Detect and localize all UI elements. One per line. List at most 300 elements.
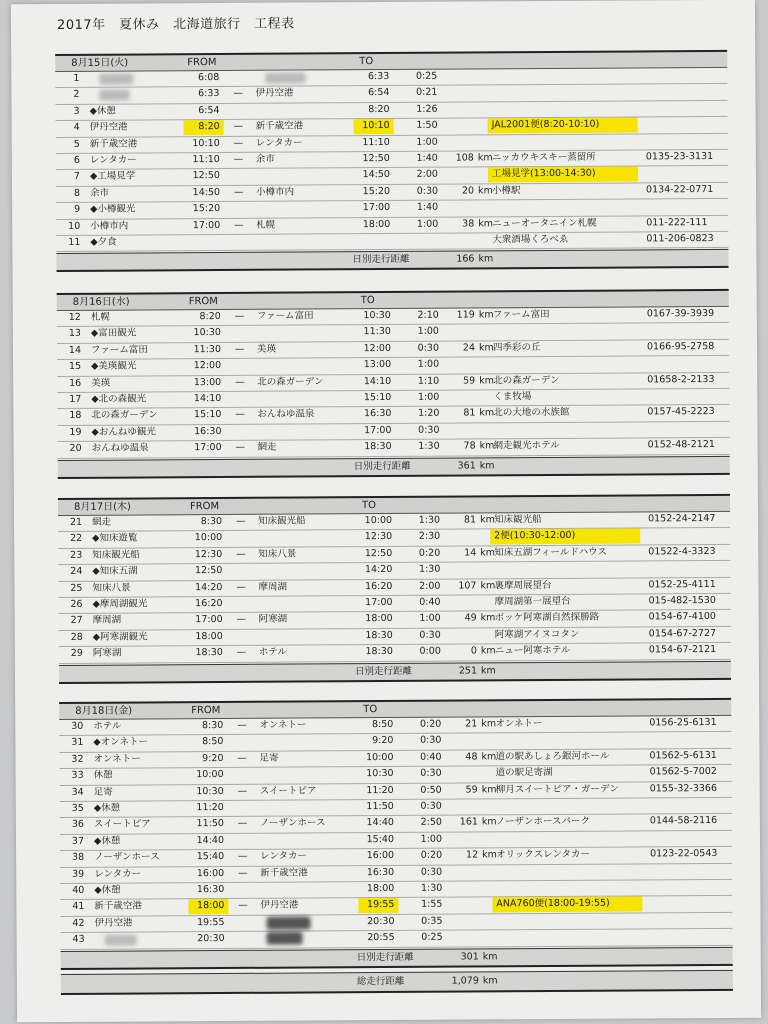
from-place: ◆北の森観光	[91, 393, 147, 405]
route-dash: —	[235, 409, 245, 421]
phone-number: 0167-39-3939	[646, 307, 715, 320]
distance-km: 49	[464, 612, 477, 624]
from-place: ◆美瑛観光	[91, 360, 137, 372]
daily-total-km: 251	[458, 665, 478, 677]
row-number: 37	[71, 835, 85, 847]
duration: 2:00	[416, 169, 438, 181]
from-time: 15:40	[196, 851, 225, 863]
duration: 1:55	[421, 899, 443, 911]
to-time: 11:50	[366, 800, 394, 813]
destination-note: 摩周湖第一展望台	[494, 595, 571, 608]
destination-note: 道の駅あしょろ銀河ホール	[495, 750, 610, 763]
to-place: 阿寒湖	[258, 613, 288, 626]
to-time: 6:33	[367, 70, 390, 83]
km-unit: km	[481, 816, 497, 828]
from-time: 6:33	[198, 88, 220, 100]
from-time: 6:54	[198, 104, 220, 116]
km-unit: km	[480, 612, 496, 624]
duration: 1:30	[418, 514, 441, 526]
row-number: 4	[73, 122, 80, 134]
destination-note: JAL2001便(8:20-10:10)	[491, 118, 600, 131]
to-time: 11:30	[363, 326, 391, 338]
to-time: 18:00	[366, 882, 395, 895]
destination-note: 道の駅足寄湖	[495, 767, 553, 779]
destination-note: 北の森ガーデン	[493, 374, 560, 386]
phone-number: 011-206-0823	[646, 232, 714, 245]
from-time: 9:20	[202, 752, 224, 764]
daily-total-km: 166	[456, 253, 475, 265]
to-time: 15:20	[362, 185, 391, 197]
from-time: 18:00	[195, 630, 223, 642]
from-time: 18:00	[196, 900, 225, 912]
to-place: 知床八景	[258, 548, 297, 560]
duration: 2:50	[420, 817, 442, 829]
from-place: ファーム富田	[90, 344, 148, 356]
duration: 0:21	[416, 87, 438, 99]
from-place: オンネトー	[93, 753, 141, 765]
duration: 2:00	[419, 580, 441, 592]
grand-total-row	[61, 970, 733, 995]
km-unit: km	[480, 579, 496, 592]
to-time: 18:00	[362, 218, 391, 230]
to-place: 美瑛	[256, 343, 277, 355]
km-unit: km	[481, 783, 497, 796]
daily-total-km: 361	[457, 460, 476, 472]
destination-note: ボッケ阿寒湖自然探勝路	[494, 612, 600, 624]
to-place: おんねゆ温泉	[257, 408, 315, 421]
to-place: 小樽市内	[256, 186, 295, 198]
to-place: オンネトー	[259, 719, 307, 731]
destination-note: オリックスレンタカー	[496, 848, 591, 861]
duration: 0:40	[419, 596, 441, 608]
duration: 0:20	[420, 849, 443, 861]
km-unit: km	[479, 374, 495, 387]
from-place: ◆知床遊覧	[92, 532, 138, 545]
row-number: 3	[73, 105, 80, 117]
to-place: 北の森ガーデン	[257, 375, 324, 388]
from-time: 17:00	[194, 442, 222, 454]
distance-km: 107	[458, 580, 477, 592]
row-number: 39	[72, 868, 85, 880]
destination-note: 知床五湖フィールドハウス	[494, 546, 607, 559]
destination-note: ニッカウキスキー蒸留所	[491, 151, 596, 164]
row-number: 38	[71, 852, 85, 864]
distance-km: 38	[462, 218, 475, 230]
day-date: 8月15日(火)	[71, 57, 129, 69]
to-time: 12:50	[364, 547, 393, 559]
km-unit: km	[482, 950, 498, 963]
from-column-header: FROM	[191, 705, 221, 717]
route-dash: —	[237, 719, 247, 731]
phone-number: 0144-58-2116	[649, 815, 718, 827]
from-place: ◆阿寒湖観光	[92, 631, 148, 643]
phone-number: 0157-45-2223	[647, 406, 715, 418]
from-time: 17:00	[195, 614, 223, 626]
from-place: 休憩	[93, 769, 113, 781]
from-place: 新千歳空港	[94, 900, 142, 913]
row-number: 14	[68, 344, 82, 356]
duration: 1:30	[418, 440, 440, 452]
to-place: ホテル	[258, 646, 287, 658]
to-time: 8:20	[368, 103, 390, 115]
distance-km: 14	[464, 547, 477, 559]
km-unit: km	[478, 185, 493, 197]
from-time: 12:50	[192, 170, 220, 182]
distance-km: 81	[463, 514, 477, 526]
duration: 0:30	[419, 629, 441, 641]
km-unit: km	[478, 253, 494, 265]
daily-total-label: 日別走行距離	[356, 951, 414, 963]
from-time: 10:30	[193, 327, 221, 339]
destination-note: 柳月スイートピア・ガーデン	[495, 783, 619, 795]
from-time: 16:20	[195, 598, 223, 610]
row-number: 7	[73, 171, 80, 183]
to-place: 足寄	[259, 752, 279, 764]
route-dash: —	[233, 88, 243, 100]
duration: 1:00	[417, 391, 440, 403]
to-place: レンタカー	[255, 137, 303, 149]
row-number: 23	[70, 549, 83, 561]
route-dash: —	[236, 515, 246, 527]
row-number: 32	[71, 753, 84, 765]
from-place: 北の森ガーデン	[91, 409, 158, 422]
route-dash: —	[234, 186, 244, 198]
route-dash: —	[233, 137, 244, 149]
to-time: 18:30	[365, 646, 393, 658]
route-dash: —	[237, 818, 248, 830]
route-dash: —	[234, 343, 245, 355]
to-time: 14:40	[366, 817, 394, 829]
from-time: 6:08	[197, 72, 220, 84]
duration: 0:25	[415, 70, 438, 82]
to-time: 20:55	[367, 932, 395, 944]
from-place: ◆休憩	[93, 835, 121, 847]
to-place: 網走	[257, 441, 277, 453]
route-dash: —	[236, 647, 247, 659]
from-time: 18:30	[195, 647, 223, 659]
duration: 1:00	[419, 613, 441, 625]
from-time: 8:50	[202, 736, 224, 748]
from-time: 8:30	[200, 516, 223, 528]
row-number: 41	[72, 901, 85, 913]
to-time: 6:54	[368, 87, 390, 99]
daily-total-label: 日別走行距離	[352, 254, 410, 266]
from-place: 美瑛	[91, 377, 111, 389]
to-place: レンタカー	[260, 850, 308, 862]
from-place: 知床観光船	[92, 549, 140, 561]
phone-number: 01562-5-6131	[649, 749, 717, 762]
from-time: 8:20	[199, 311, 221, 323]
to-time: 9:20	[372, 735, 394, 747]
row-number: 6	[73, 154, 80, 166]
duration: 1:00	[417, 358, 440, 370]
destination-note: ファーム富田	[492, 308, 550, 321]
route-dash: —	[233, 121, 244, 133]
to-place: 新千歳空港	[255, 120, 304, 132]
distance-km: 78	[463, 440, 476, 452]
destination-note: 小樽駅	[492, 184, 521, 197]
duration: 1:20	[418, 408, 440, 420]
destination-note: ニュー阿寒ホテル	[494, 645, 571, 657]
destination-note: 2便(10:30-12:00)	[494, 530, 576, 542]
to-time: 10:00	[364, 514, 393, 527]
distance-km: 12	[465, 849, 479, 861]
to-time: 14:50	[362, 169, 390, 181]
redacted-blur	[267, 932, 303, 945]
to-time: 18:30	[365, 629, 393, 641]
row-number: 40	[72, 884, 85, 896]
to-time: 10:00	[366, 751, 394, 763]
from-time: 15:20	[192, 203, 221, 215]
phone-number: 011-222-111	[646, 216, 708, 228]
duration: 0:00	[419, 645, 441, 657]
to-place: ファーム富田	[256, 310, 314, 322]
to-time: 16:30	[363, 408, 392, 420]
from-place: ◆摩周湖観光	[92, 598, 148, 610]
to-place: 新千歳空港	[260, 867, 308, 879]
duration: 0:50	[420, 784, 442, 796]
row-number: 43	[72, 934, 85, 946]
route-dash: —	[238, 851, 248, 863]
day-date: 8月18日(金)	[75, 705, 133, 717]
from-time: 14:40	[196, 834, 225, 846]
destination-note: 阿寒湖アイヌコタン	[494, 628, 580, 641]
route-dash: —	[237, 785, 248, 797]
km-unit: km	[479, 440, 495, 452]
duration: 1:00	[416, 136, 438, 148]
to-place: 札幌	[256, 219, 276, 231]
duration: 0:20	[419, 718, 442, 730]
to-time: 13:00	[363, 359, 392, 371]
row-number: 24	[70, 566, 83, 578]
phone-number: 0152-48-2121	[647, 439, 715, 451]
destination-note: 工場見学(13:00-14:30)	[491, 168, 596, 180]
km-unit: km	[478, 217, 494, 230]
duration: 2:10	[417, 309, 439, 321]
from-place: レンタカー	[89, 154, 137, 166]
to-time: 14:20	[364, 564, 393, 576]
to-time: 12:00	[363, 342, 392, 354]
km-unit: km	[482, 849, 497, 861]
to-place: 伊丹空港	[255, 87, 294, 100]
from-place: 足寄	[93, 786, 113, 798]
from-time: 11:50	[196, 818, 224, 830]
row-number: 25	[70, 582, 83, 594]
to-time: 14:10	[363, 375, 392, 387]
km-unit: km	[477, 152, 493, 164]
distance-km: 59	[463, 375, 476, 387]
from-place: ノーザンホース	[94, 851, 160, 863]
duration: 1:00	[417, 326, 439, 338]
km-unit: km	[480, 664, 496, 677]
to-time: 15:10	[363, 391, 392, 404]
to-time: 17:00	[364, 424, 392, 436]
distance-km: 21	[465, 718, 478, 730]
row-number: 5	[73, 138, 80, 150]
row-number: 34	[71, 786, 84, 798]
from-place: 知床八景	[92, 582, 131, 594]
from-time: 20:30	[197, 933, 225, 945]
daily-total-row	[56, 249, 728, 272]
to-time: 8:50	[371, 718, 394, 731]
redacted-blur	[105, 935, 137, 946]
duration: 0:35	[421, 915, 443, 927]
from-time: 19:55	[197, 916, 225, 928]
from-time: 17:00	[192, 219, 221, 231]
route-dash: —	[234, 310, 245, 322]
row-number: 13	[68, 328, 81, 340]
destination-note: 網走観光ホテル	[493, 440, 560, 452]
route-dash: —	[238, 867, 248, 879]
distance-km: 24	[462, 342, 476, 354]
duration: 0:30	[420, 735, 442, 747]
row-number: 12	[68, 311, 81, 323]
duration: 0:30	[417, 342, 440, 354]
phone-number: 0123-22-0543	[650, 848, 718, 860]
from-time: 11:10	[192, 154, 220, 166]
phone-number: 0156-25-6131	[649, 716, 717, 729]
destination-note: 大衆酒場くろべゑ	[492, 233, 569, 246]
to-time: 12:50	[362, 152, 390, 165]
duration: 1:40	[416, 201, 439, 213]
destination-note: 四季彩の丘	[492, 341, 541, 354]
from-place: スイートピア	[93, 818, 151, 831]
to-place: 摩周湖	[258, 581, 288, 593]
row-number: 35	[71, 802, 84, 814]
row-number: 19	[69, 426, 82, 438]
redacted-blur	[99, 90, 129, 101]
phone-number: 0154-67-2121	[648, 644, 717, 656]
row-number: 36	[71, 819, 84, 831]
km-unit: km	[478, 342, 494, 354]
from-place: ◆小樽観光	[90, 203, 136, 215]
duration: 0:30	[418, 424, 440, 436]
to-column-header: TO	[363, 704, 378, 716]
route-dash: —	[238, 900, 248, 912]
row-number: 33	[71, 770, 84, 782]
duration: 0:25	[421, 931, 443, 943]
destination-note: ANA760便(18:00-19:55)	[496, 898, 610, 910]
distance-km: 59	[465, 784, 478, 796]
phone-number: 01562-5-7002	[649, 766, 717, 778]
from-time: 16:30	[196, 883, 225, 896]
row-number: 28	[70, 631, 83, 643]
to-time: 18:30	[364, 441, 392, 453]
from-place: ◆夕食	[90, 236, 117, 248]
to-time: 16:00	[366, 850, 395, 862]
route-dash: —	[236, 614, 247, 626]
distance-km: 81	[463, 407, 476, 419]
distance-km: 48	[465, 751, 478, 763]
daily-total-label: 日別走行距離	[354, 665, 413, 677]
distance-km: 20	[461, 185, 475, 197]
phone-number: 0134-22-0771	[646, 183, 714, 196]
km-unit: km	[480, 547, 496, 559]
from-time: 13:00	[193, 376, 222, 388]
from-time: 11:30	[193, 343, 222, 355]
from-time: 12:00	[193, 360, 222, 372]
row-number: 30	[71, 720, 84, 732]
from-time: 15:10	[193, 409, 222, 421]
to-place: 伊丹空港	[260, 899, 299, 912]
route-dash: —	[233, 153, 244, 165]
to-time: 15:40	[366, 833, 395, 845]
phone-number: 01658-2-2133	[647, 373, 715, 385]
to-column-header: TO	[360, 295, 375, 307]
from-time: 10:00	[194, 532, 223, 544]
day-date: 8月17日(木)	[73, 501, 131, 513]
km-unit: km	[480, 645, 496, 657]
to-time: 17:00	[365, 596, 393, 609]
from-place: 摩周湖	[92, 615, 122, 627]
route-dash: —	[236, 548, 246, 560]
from-place: ◆オンネトー	[93, 736, 148, 749]
duration: 0:30	[420, 866, 443, 878]
route-dash: —	[237, 752, 248, 764]
from-time: 12:50	[194, 565, 223, 577]
from-place: ◆おんねゆ観光	[91, 426, 156, 438]
redacted-blur	[266, 916, 310, 929]
itinerary-sheet	[11, 0, 761, 1022]
row-number: 20	[69, 443, 82, 455]
duration: 0:30	[420, 767, 442, 779]
to-time: 19:55	[366, 899, 395, 911]
to-time: 17:00	[362, 202, 391, 214]
document-title: 2017年 夏休み 北海道旅行 工程表	[56, 16, 295, 34]
duration: 0:30	[420, 800, 442, 812]
destination-note: くま牧場	[493, 391, 532, 403]
from-time: 14:20	[195, 581, 223, 593]
grand-total-label: 総走行距離	[356, 975, 405, 988]
to-time: 10:10	[362, 120, 390, 132]
daily-total-km: 301	[460, 951, 479, 963]
from-time: 10:10	[192, 137, 220, 149]
distance-km: 0	[470, 645, 477, 657]
phone-number: 0154-67-4100	[648, 611, 716, 623]
row-number: 29	[70, 648, 83, 660]
from-time: 10:30	[196, 785, 224, 797]
to-place: ノーザンホース	[259, 817, 326, 830]
to-time: 11:10	[362, 136, 390, 148]
from-place: おんねゆ温泉	[91, 442, 149, 454]
row-number: 9	[74, 204, 81, 216]
from-time: 12:30	[194, 548, 223, 560]
phone-number: 0135-23-3131	[645, 150, 714, 163]
destination-note: ニューオータニイン札幌	[492, 217, 597, 229]
to-time: 20:30	[367, 915, 395, 927]
grand-total-km-unit: km	[482, 975, 498, 987]
duration: 1:00	[416, 218, 439, 230]
row-number: 26	[70, 598, 83, 610]
duration: 2:30	[418, 531, 441, 543]
from-time: 16:00	[196, 867, 225, 879]
row-number: 21	[69, 516, 83, 528]
from-time: 8:20	[198, 121, 220, 133]
from-place: 余市	[90, 187, 110, 199]
duration: 1:50	[416, 119, 438, 131]
to-time: 18:00	[365, 613, 393, 625]
km-unit: km	[479, 407, 495, 419]
to-column-header: TO	[359, 56, 374, 68]
phone-number: 015-482-1530	[648, 594, 716, 607]
duration: 1:40	[416, 152, 438, 164]
destination-note: 裏摩周展望台	[494, 579, 552, 591]
phone-number: 0155-32-3366	[649, 782, 718, 794]
from-place: 小樽市内	[90, 220, 129, 232]
route-dash: —	[235, 376, 245, 388]
to-place: 余市	[255, 153, 275, 165]
duration: 0:20	[418, 547, 441, 559]
